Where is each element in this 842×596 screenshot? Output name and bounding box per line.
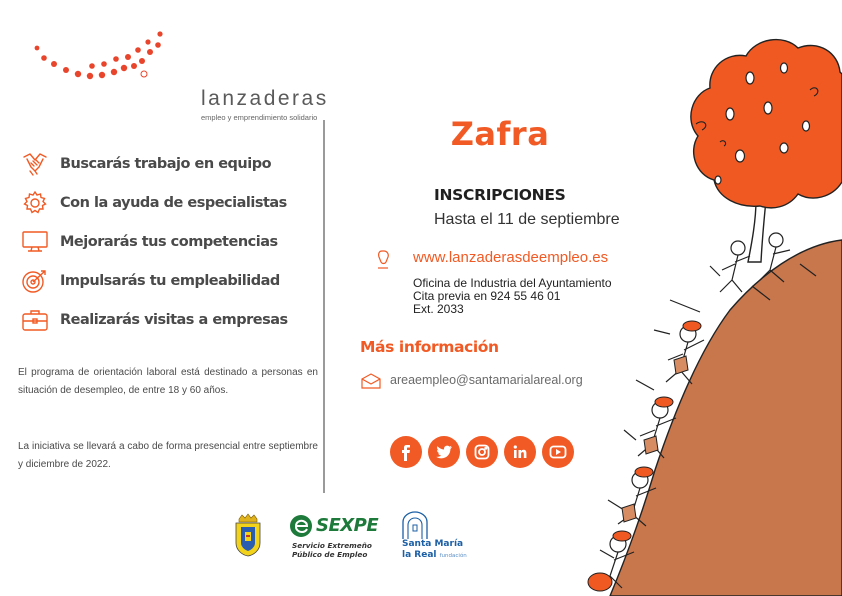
- smr-line: la Real: [402, 550, 437, 560]
- santa-maria-la-real-logo: [397, 510, 477, 565]
- schedule-description: La iniciativa se llevará a cabo de forma presencial entre septiembre y diciembre de 2022.: [18, 441, 318, 470]
- sexpe-subtitle: [292, 541, 372, 559]
- logo-dots-graphic: [30, 28, 170, 103]
- feature-label: Mejorarás tus competencias: [60, 233, 278, 250]
- smr-line: [402, 550, 467, 562]
- feature-label: Impulsarás tu empleabilidad: [60, 272, 280, 289]
- pointer-icon: [373, 248, 393, 272]
- instagram-icon[interactable]: [466, 436, 498, 468]
- sexpe-name: SEXPE: [316, 515, 379, 536]
- inscripciones-title: INSCRIPCIONES: [434, 186, 566, 204]
- office-phone: Cita previa en 924 55 46 01: [413, 289, 561, 303]
- smr-fundacion: fundación: [439, 553, 467, 559]
- mail-icon: [360, 373, 382, 389]
- tree-hill-illustration: [570, 30, 842, 596]
- office-line: Oficina de Industria del Ayuntamiento: [413, 276, 612, 290]
- target-icon: [20, 268, 50, 294]
- features-list: [20, 144, 315, 339]
- sexpe-line: Servicio Extremeño: [292, 541, 372, 550]
- feature-item: [20, 183, 315, 222]
- hill-shape: [610, 240, 842, 596]
- feature-label: Con la ayuda de especialistas: [60, 194, 287, 211]
- church-icon: [399, 510, 439, 540]
- linkedin-icon[interactable]: [504, 436, 536, 468]
- email-link[interactable]: areaempleo@santamarialareal.org: [390, 373, 583, 387]
- feature-label: Realizarás visitas a empresas: [60, 311, 288, 328]
- sexpe-line: Público de Empleo: [292, 550, 368, 559]
- twitter-icon[interactable]: [428, 436, 460, 468]
- sexpe-logo: [286, 514, 386, 564]
- gear-icon: [20, 190, 50, 216]
- office-extension: Ext. 2033: [413, 302, 464, 316]
- zafra-crest-logo: [233, 513, 263, 557]
- feature-item: [20, 144, 315, 183]
- social-icons: [390, 436, 574, 468]
- website-link[interactable]: www.lanzaderasdeempleo.es: [413, 249, 609, 266]
- logo-tagline: empleo y emprendimiento solidario: [201, 113, 318, 122]
- tree-trunk: [748, 200, 766, 262]
- city-title: Zafra: [450, 115, 550, 153]
- feature-item: [20, 261, 315, 300]
- logo-wordmark: lanzaderas: [201, 87, 329, 110]
- handshake-icon: [20, 151, 50, 177]
- feature-label: Buscarás trabajo en equipo: [60, 155, 272, 172]
- more-info-heading: Más información: [360, 338, 499, 356]
- program-description: El programa de orientación laboral está destinado a personas en situación de desempleo, de entre 18 y 60 años.: [18, 367, 318, 396]
- facebook-icon[interactable]: [390, 436, 422, 468]
- sexpe-mark-icon: [288, 514, 314, 538]
- column-divider: [323, 120, 325, 493]
- briefcase-icon: [20, 307, 50, 333]
- lanzaderas-logo: [30, 28, 330, 122]
- inscripciones-deadline: Hasta el 11 de septiembre: [434, 211, 620, 228]
- monitor-icon: [20, 229, 50, 255]
- feature-item: [20, 222, 315, 261]
- smr-line: Santa María: [402, 539, 464, 549]
- smr-name: [402, 539, 467, 562]
- feature-item: [20, 300, 315, 339]
- tree-crown: [691, 40, 842, 208]
